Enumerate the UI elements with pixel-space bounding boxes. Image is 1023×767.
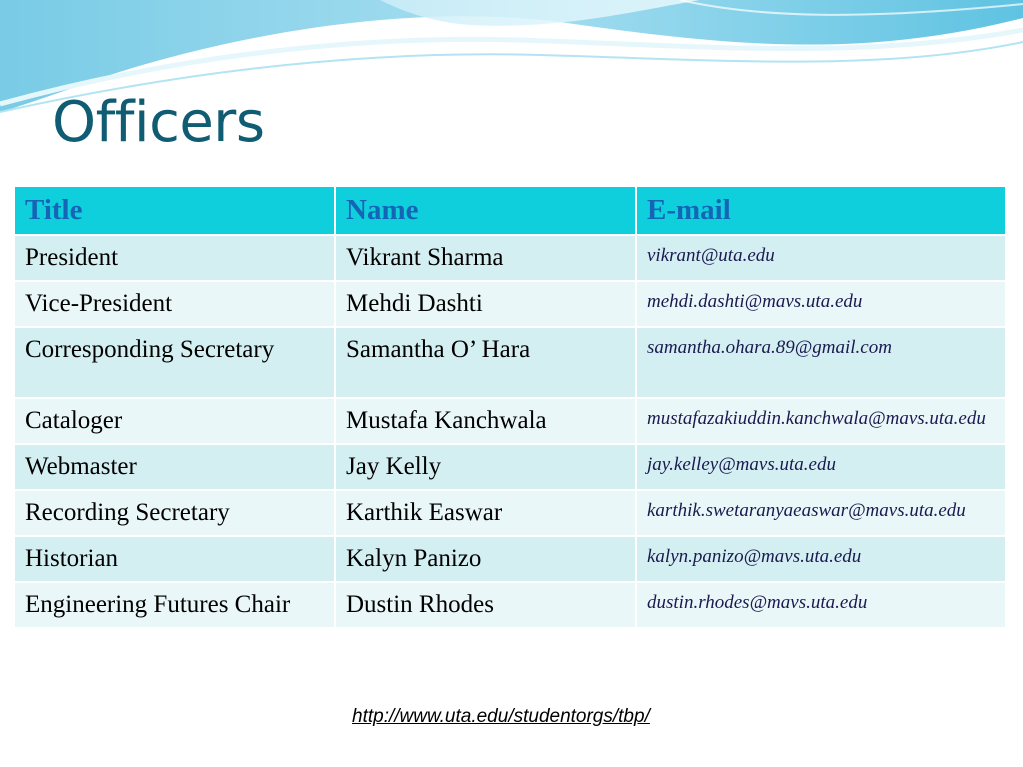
cell-email: mustafazakiuddin.kanchwala@mavs.uta.edu (636, 398, 1006, 444)
slide-title: Officers (52, 90, 265, 155)
cell-email: jay.kelley@mavs.uta.edu (636, 444, 1006, 490)
table-row (15, 235, 1006, 281)
cell-name: Vikrant Sharma (335, 235, 636, 281)
cell-name: Mehdi Dashti (335, 281, 636, 327)
cell-title: Vice-President (15, 281, 335, 327)
table-row (15, 582, 1006, 628)
cell-name: Jay Kelly (335, 444, 636, 490)
cell-email: kalyn.panizo@mavs.uta.edu (636, 536, 1006, 582)
cell-title: President (15, 235, 335, 281)
header-name: Name (335, 187, 636, 235)
table-header-row (15, 187, 1006, 235)
cell-title: Webmaster (15, 444, 335, 490)
officers-table (15, 187, 1007, 629)
cell-name: Kalyn Panizo (335, 536, 636, 582)
table-row (15, 281, 1006, 327)
cell-name: Samantha O’ Hara (335, 327, 636, 398)
cell-email: mehdi.dashti@mavs.uta.edu (636, 281, 1006, 327)
cell-email: samantha.ohara.89@gmail.com (636, 327, 1006, 398)
header-email: E-mail (636, 187, 1006, 235)
cell-email: vikrant@uta.edu (636, 235, 1006, 281)
table-row (15, 327, 1006, 398)
table-row (15, 536, 1006, 582)
table-row (15, 490, 1006, 536)
cell-email: karthik.swetaranyaeaswar@mavs.uta.edu (636, 490, 1006, 536)
cell-name: Mustafa Kanchwala (335, 398, 636, 444)
header-title: Title (15, 187, 335, 235)
cell-title: Engineering Futures Chair (15, 582, 335, 628)
cell-name: Dustin Rhodes (335, 582, 636, 628)
cell-title: Historian (15, 536, 335, 582)
cell-email: dustin.rhodes@mavs.uta.edu (636, 582, 1006, 628)
table-row (15, 444, 1006, 490)
cell-title: Corresponding Secretary (15, 327, 335, 398)
source-link[interactable]: http://www.uta.edu/studentorgs/tbp/ (352, 706, 650, 727)
cell-title: Cataloger (15, 398, 335, 444)
cell-title: Recording Secretary (15, 490, 335, 536)
table-row (15, 398, 1006, 444)
cell-name: Karthik Easwar (335, 490, 636, 536)
